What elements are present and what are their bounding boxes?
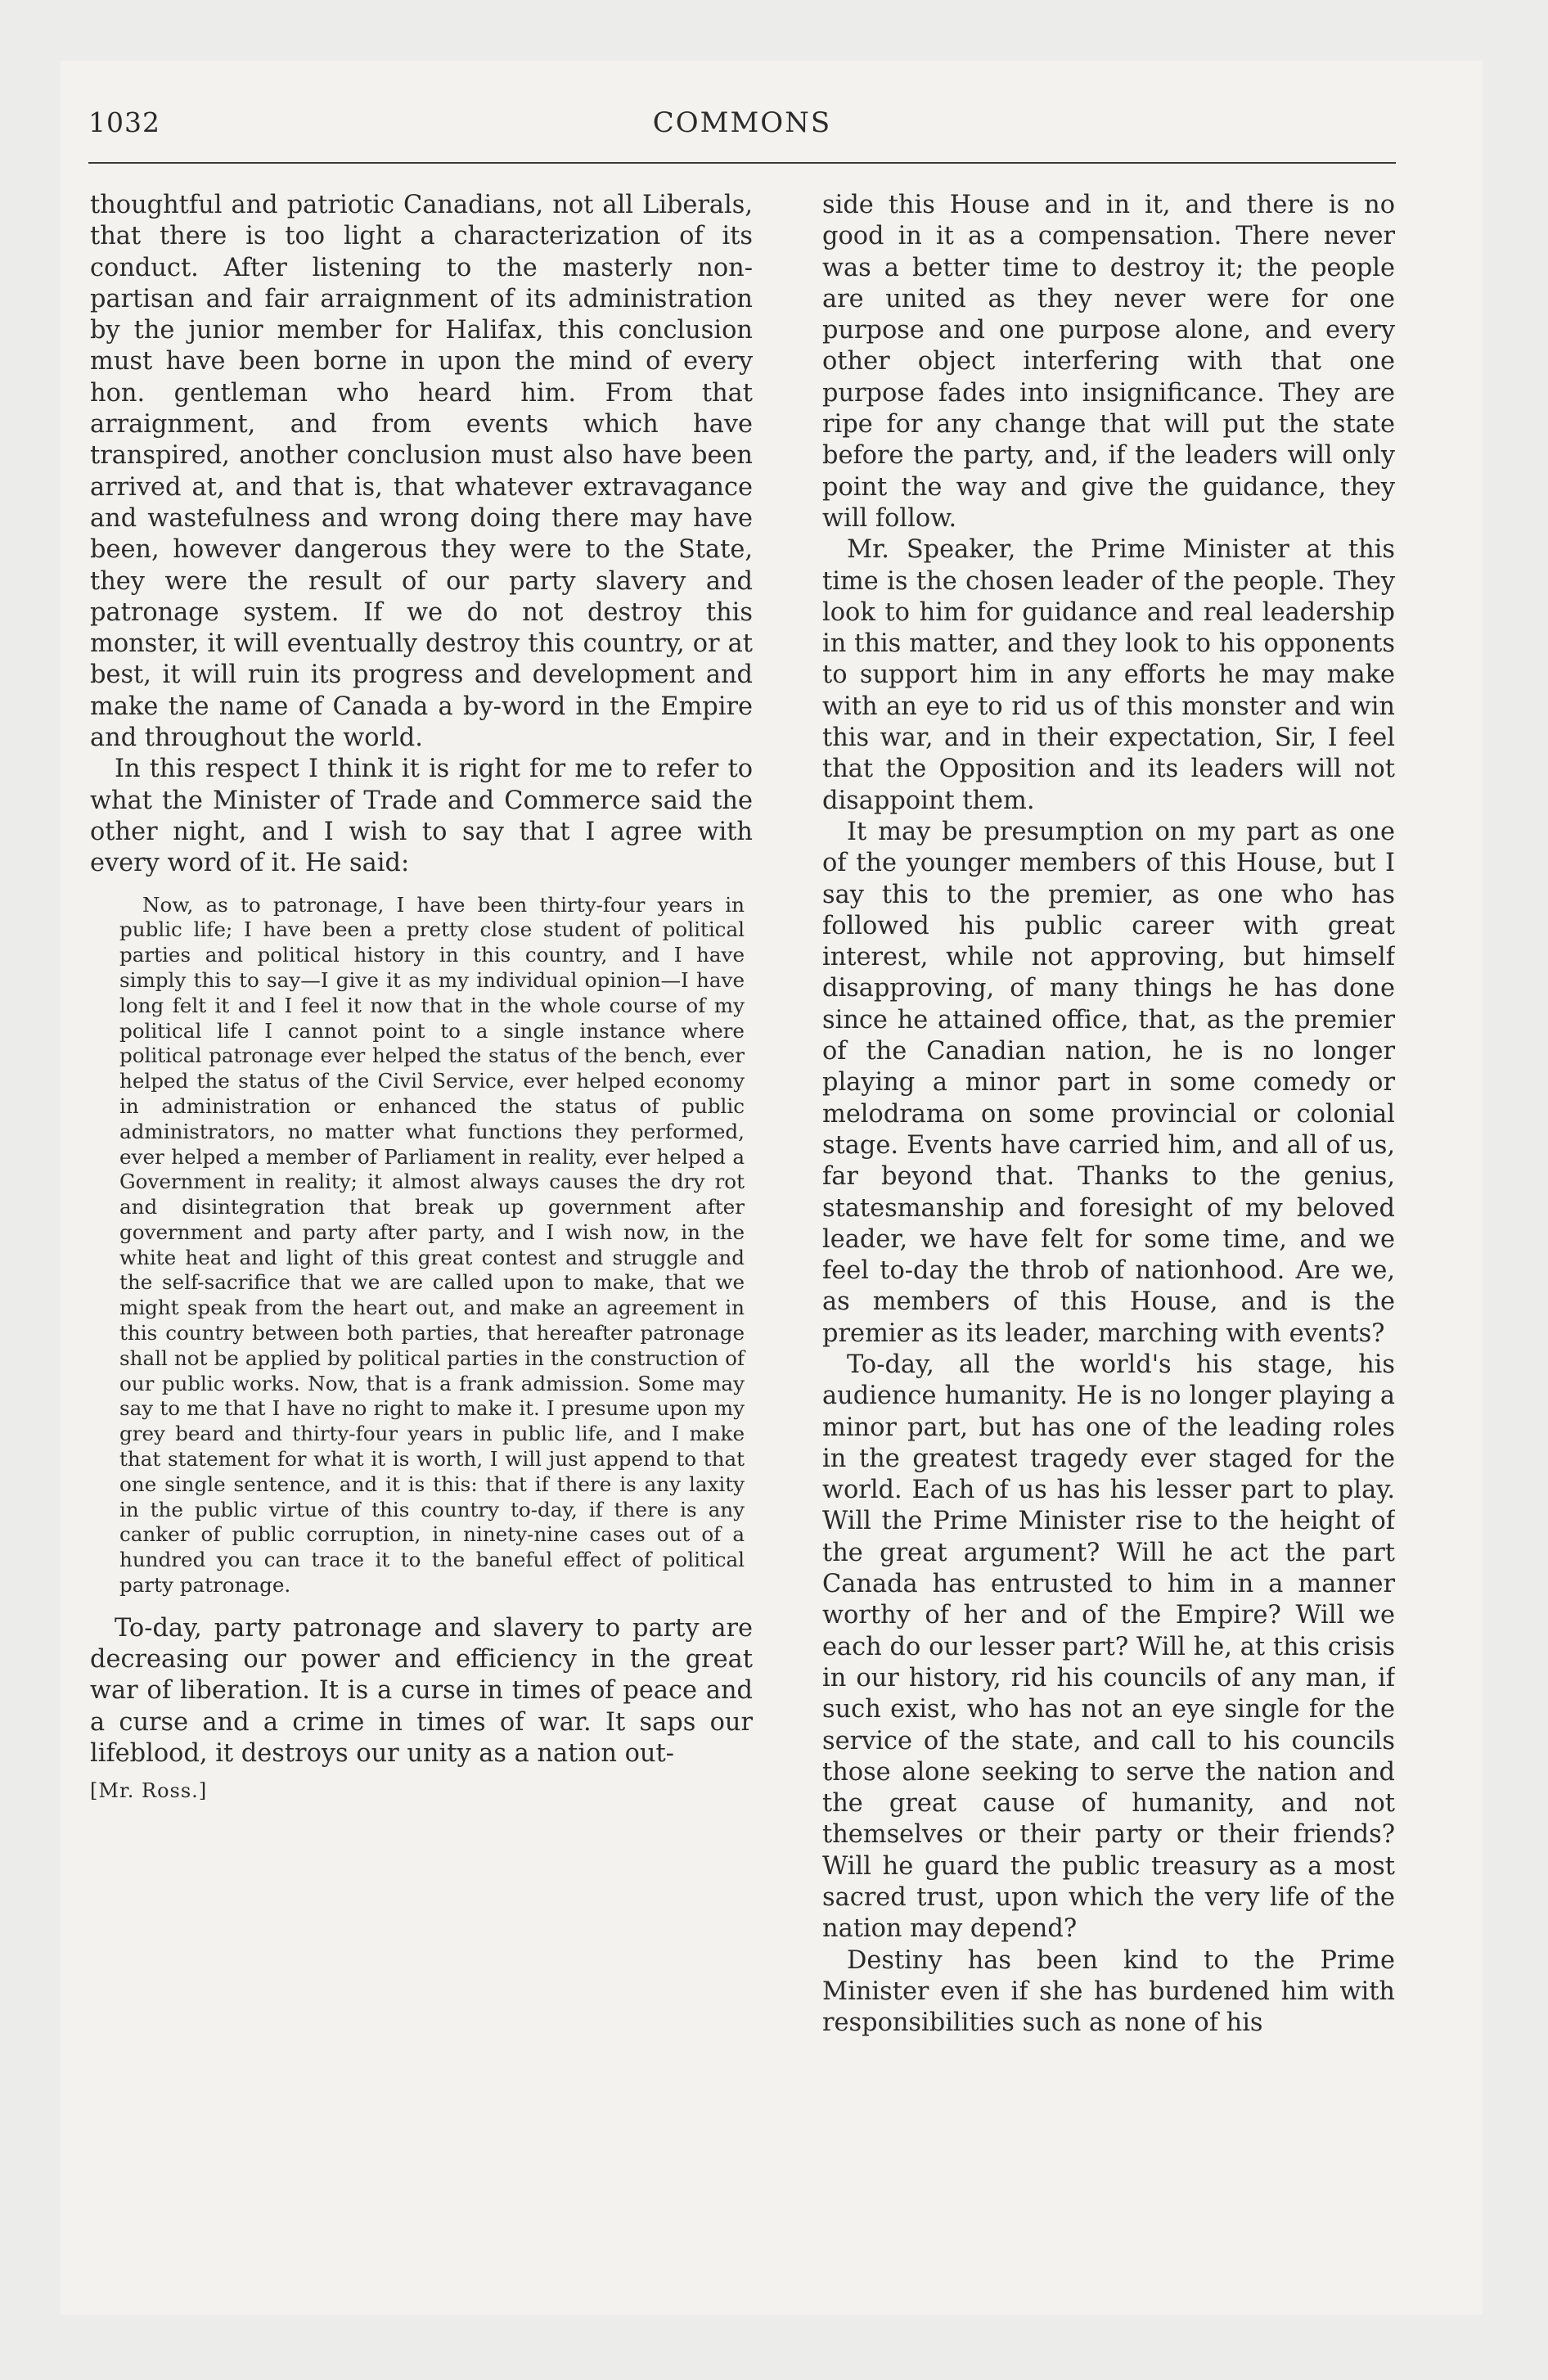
running-head: COMMONS [652, 106, 832, 139]
paragraph: To-day, party patronage and slavery to party are decreasing our power and efficiency in the great war of liberation. It is a curse in times of peace and a curse and a crime in times of war. It saps our lifeblood, it destroys our unity as a nation out- [90, 1613, 753, 1769]
page-number: 1032 [88, 106, 160, 138]
paragraph: It may be presumption on my part as one of the younger members of this House, but I say this to the premier, as one who has followed his public career with great interest, while not approving, but himself disapproving, of many things he has done since he attained office, that, as the premier of the Canadian nation, he is no longer playing a minor part in some comedy or melodrama on some provincial or colonial stage. Events have carried him, and all of us, far beyond that. Thanks to the genius, statesmanship and foresight of my beloved leader, we have felt for some time, and we feel to-day the throb of nationhood. Are we, as members of this House, and is the premier as its leader, marching with events? [822, 817, 1395, 1348]
paragraph: In this respect I think it is right for me to refer to what the Minister of Trade and Commerce said the other night, and I wish to say that I agree with every word of it. He said: [90, 755, 753, 878]
paragraph: To-day, all the world's his stage, his audience humanity. He is no longer playing a minor part, but has one of the leading roles in the greatest tragedy ever staged for the world. Each of us has his lesser part to play. Will the Prime Minister rise to the height of the great argument? Will he act the part Canada has entrusted to him in a manner worthy of her and of the Empire? Will we each do our lesser part? Will he, at this crisis in our history, rid his councils of any man, if such exist, who has not an eye single for the service of the state, and call to his councils those alone seeking to serve the nation and the great cause of humanity, and not themselves or their party or their friends? Will he guard the public treasury as a most sacred trust, upon which the very life of the nation may depend? [822, 1350, 1395, 1944]
page-header [88, 106, 1396, 156]
left-column [90, 190, 753, 2170]
paragraph: Destiny has been kind to the Prime Minister even if she has burdened him with responsibilities such as none of his [822, 1945, 1395, 2038]
paragraph: side this House and in it, and there is no good in it as a compensation. There never was a better time to destroy it; the people are united as they never were for one purpose and one purpose alone, and every other object interfering with that one purpose fades into insignificance. They are ripe for any change that will put the state before the party, and, if the leaders will only point the way and give the guidance, they will follow. [822, 191, 1395, 533]
speaker-attribution: [Mr. Ross.] [90, 1779, 208, 1803]
block-quote: Now, as to patronage, I have been thirty-four years in public life; I have been a pretty close student of political parties and political history in this country, and I have simply this to say—I give it as my individual opinion—I have long felt it and I feel it now that in the whole course of my political life I cannot point to a single instance where political patronage ever helped the status of the bench, ever helped the status of the Civil Service, ever helped economy in administration or enhanced the status of public administrators, no matter what functions they performed, ever helped a member of Parliament in reality, ever helped a Government in reality; it almost always causes the dry rot and disintegration that break up government after government and party after party, and I wish now, in the white heat and light of this great contest and struggle and the self-sacrifice that we are called upon to make, that we might speak from the heart out, and make an agreement in this country between both parties, that hereafter patronage shall not be applied by political parties in the construction of our public works. Now, that is a frank admission. Some may say to me that I have no right to make it. I presume upon my grey beard and thirty-four years in public life, and I make that statement for what it is worth, I will just append to that one single sentence, and it is this: that if there is any laxity in the public virtue of this country to-day, if there is any canker of public corruption, in ninety-nine cases out of a hundred you can trace it to the baneful effect of political party patronage. [119, 892, 745, 1598]
paragraph: Mr. Speaker, the Prime Minister at this time is the chosen leader of the people. They look to him for guidance and real leadership in this matter, and they look to his opponents to support him in any efforts he may make with an eye to rid us of this monster and win this war, and in their expectation, Sir, I feel that the Opposition and its leaders will not disappoint them. [822, 535, 1395, 815]
right-column [822, 190, 1395, 2170]
paragraph: thoughtful and patriotic Canadians, not all Liberals, that there is too light a characterization of its conduct. After listening to the masterly non-partisan and fair arraignment of its administration by the junior member for Halifax, this conclusion must have been borne in upon the mind of every hon. gentleman who heard him. From that arraignment, and from events which have transpired, another conclusion must also have been arrived at, and that is, that whatever extravagance and wastefulness and wrong doing there may have been, however dangerous they were to the State, they were the result of our party slavery and patronage system. If we do not destroy this monster, it will eventually destroy this country, or at best, it will ruin its progress and development and make the name of Canada a by-word in the Empire and throughout the world. [90, 191, 753, 753]
header-rule [88, 162, 1396, 164]
